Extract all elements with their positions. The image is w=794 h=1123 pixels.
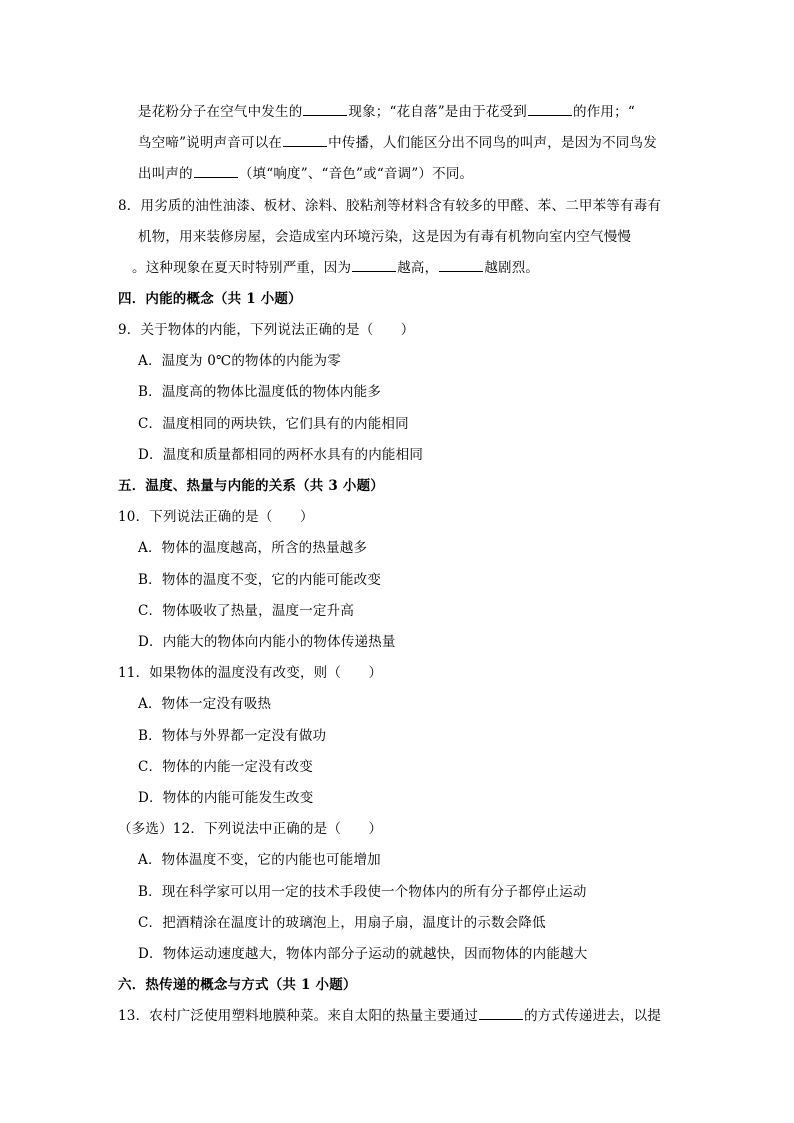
text-segment: 的方式传递进去，以提 bbox=[524, 1008, 662, 1024]
q8-line-1: 8．用劣质的油性油漆、板材、涂料、胶粘剂等材料含有较多的甲醛、苯、二甲苯等有毒有 bbox=[118, 198, 662, 214]
answer-blank bbox=[194, 164, 238, 178]
text-segment: 越剧烈。 bbox=[484, 260, 540, 276]
section-heading-6: 六．热传递的概念与方式（共 1 小题） bbox=[118, 977, 357, 993]
text-segment: 鸟空啼”说明声音可以在 bbox=[138, 135, 283, 151]
text-segment: 现象；“花自落”是由于花受到 bbox=[348, 104, 528, 120]
text-segment: 。这种现象在夏天时特别严重，因为 bbox=[132, 260, 352, 276]
question-13 bbox=[118, 1006, 661, 1026]
answer-blank bbox=[303, 102, 347, 116]
q8-line-2: 机物，用来装修房屋，会造成室内环境污染，这是因为有毒有机物向室内空气慢慢 bbox=[138, 229, 632, 245]
q12-option-b: B．现在科学家可以用一定的技术手段使一个物体内的所有分子都停止运动 bbox=[138, 884, 587, 900]
q10-option-d: D．内能大的物体向内能小的物体传递热量 bbox=[138, 634, 396, 650]
q11-option-a: A．物体一定没有吸热 bbox=[138, 696, 272, 712]
text-segment: 越高， bbox=[397, 260, 439, 276]
q12-option-c: C．把酒精涂在温度计的玻璃泡上，用扇子扇，温度计的示数会降低 bbox=[138, 915, 546, 931]
answer-blank bbox=[528, 102, 572, 116]
answer-blank bbox=[439, 258, 483, 272]
text-segment: 的作用；“ bbox=[573, 104, 635, 120]
section-heading-4: 四．内能的概念（共 1 小题） bbox=[118, 291, 302, 307]
q11-option-c: C．物体的内能一定没有改变 bbox=[138, 759, 313, 775]
q7-line-2 bbox=[138, 133, 657, 153]
q7-line-3 bbox=[138, 164, 473, 184]
q12-option-d: D．物体运动速度越大，物体内部分子运动的就越快，因而物体的内能越大 bbox=[138, 946, 588, 962]
text-segment: 中传播，人们能区分出不同鸟的叫声，是因为不同鸟发 bbox=[328, 135, 657, 151]
q9-option-c: C．温度相同的两块铁，它们具有的内能相同 bbox=[138, 416, 409, 432]
text-segment: 出叫声的 bbox=[138, 166, 193, 182]
q8-line-3 bbox=[132, 258, 539, 278]
text-segment: 13．农村广泛使用塑料地膜种菜。来自太阳的热量主要通过 bbox=[118, 1008, 479, 1024]
q11-option-d: D．物体的内能可能发生改变 bbox=[138, 790, 314, 806]
question-11: 11．如果物体的温度没有改变，则（ ） bbox=[118, 665, 383, 681]
q11-option-b: B．物体与外界都一定没有做功 bbox=[138, 728, 327, 744]
text-segment: （填“响度”、“音色”或“音调”）不同。 bbox=[238, 166, 474, 182]
q10-option-a: A．物体的温度越高，所含的热量越多 bbox=[138, 540, 368, 556]
answer-blank bbox=[479, 1006, 523, 1020]
question-9: 9．关于物体的内能，下列说法正确的是（ ） bbox=[118, 322, 415, 338]
answer-blank bbox=[352, 258, 396, 272]
question-10: 10．下列说法正确的是（ ） bbox=[118, 509, 314, 525]
question-12: （多选）12．下列说法中正确的是（ ） bbox=[118, 821, 383, 837]
answer-blank bbox=[283, 133, 327, 147]
q9-option-b: B．温度高的物体比温度低的物体内能多 bbox=[138, 384, 382, 400]
q10-option-c: C．物体吸收了热量，温度一定升高 bbox=[138, 603, 355, 619]
q12-option-a: A．物体温度不变，它的内能也可能增加 bbox=[138, 852, 381, 868]
q10-option-b: B．物体的温度不变，它的内能可能改变 bbox=[138, 572, 382, 588]
section-heading-5: 五．温度、热量与内能的关系（共 3 小题） bbox=[118, 478, 384, 494]
q9-option-a: A．温度为 0℃的物体的内能为零 bbox=[138, 353, 341, 369]
q7-line-1 bbox=[138, 102, 635, 122]
text-segment: 是花粉分子在空气中发生的 bbox=[138, 104, 303, 120]
q9-option-d: D．温度和质量都相同的两杯水具有的内能相同 bbox=[138, 447, 424, 463]
